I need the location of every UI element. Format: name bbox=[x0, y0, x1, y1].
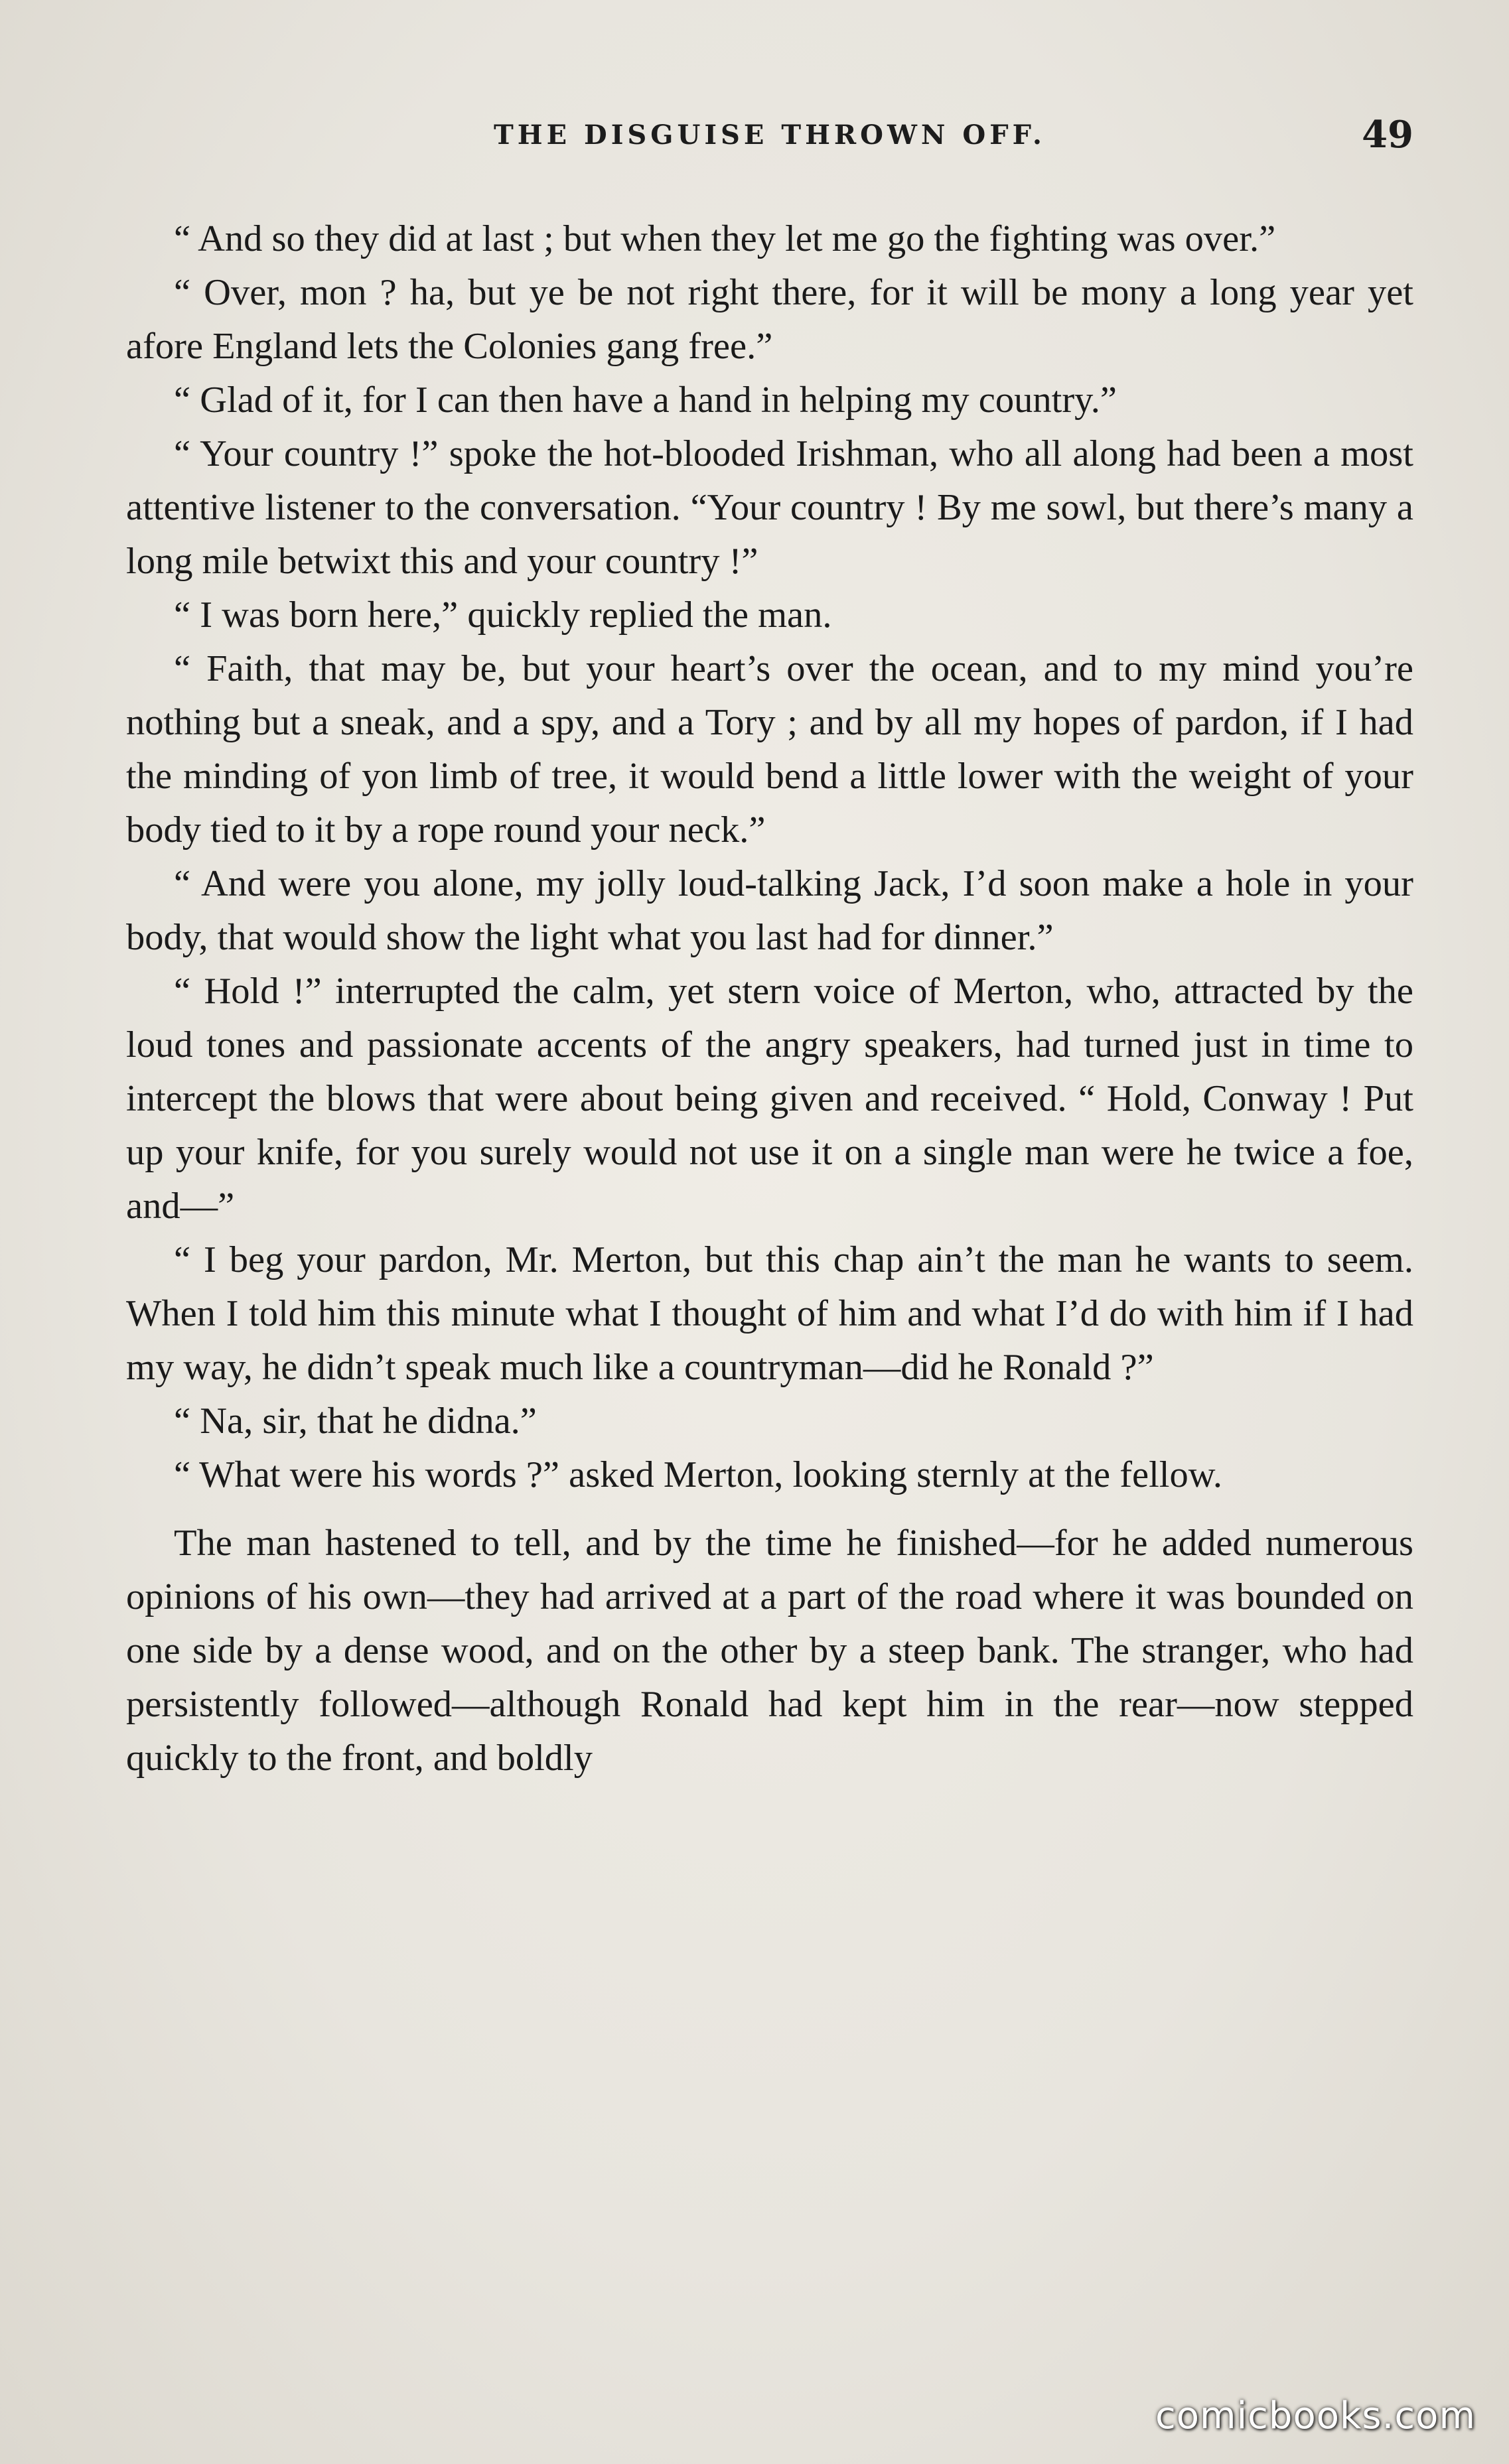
paragraph: “ Your country !” spoke the hot-blooded Irishman, who all along had been a most attentive listener to the conversation. “Your country ! By me sowl, but there’s many a long mile betwixt this and your country !” bbox=[126, 433, 1413, 582]
paragraph: The man hastened to tell, and by the time he finished—for he added numerous opinions of his own—they had arrived at a part of the road where it was bounded on one side by a dense wood, and on the other by a steep bank. The stranger, who had persistently followed—although Ronald had kept him in the rear—now stepped quickly to the front, and boldly bbox=[126, 1523, 1413, 1779]
body-text bbox=[126, 212, 1413, 1785]
paragraph: “ Over, mon ? ha, but ye be not right there, for it will be mony a long year yet afore England lets the Colonies gang free.” bbox=[126, 272, 1413, 367]
paragraph: “ Na, sir, that he didna.” bbox=[174, 1401, 537, 1442]
paragraph: “ And so they did at last ; but when they let me go the fighting was over.” bbox=[174, 218, 1276, 259]
running-head: THE DISGUISE THROWN OFF. bbox=[494, 119, 1046, 151]
paragraph: “ What were his words ?” asked Merton, looking sternly at the fellow. bbox=[174, 1454, 1222, 1495]
paragraph: “ Faith, that may be, but your heart’s over the ocean, and to my mind you’re nothing but a sneak, and a spy, and a Tory ; and by all my hopes of pardon, if I had the minding of yon limb of tree, it would bend a little lower with the weight of your body tied to it by a rope round your neck.” bbox=[126, 648, 1413, 851]
paragraph: “ I beg your pardon, Mr. Merton, but this chap ain’t the man he wants to seem. When I told him this minute what I thought of him and what I’d do with him if I had my way, he didn’t speak much like a countryman—did he Ronald ?” bbox=[126, 1239, 1413, 1388]
watermark: comicbooks.com bbox=[1155, 2394, 1476, 2437]
paragraph: “ And were you alone, my jolly loud-talking Jack, I’d soon make a hole in your body, that would show the light what you last had for dinner.” bbox=[126, 863, 1413, 958]
page-header bbox=[126, 113, 1413, 159]
paragraph: “ Glad of it, for I can then have a hand in helping my country.” bbox=[174, 379, 1117, 421]
paragraph: “ I was born here,” quickly replied the man. bbox=[174, 594, 832, 636]
paragraph: “ Hold !” interrupted the calm, yet stern voice of Merton, who, attracted by the loud tones and passionate accents of the angry speakers, had turned just in time to intercept the blows that were about being given and received. “ Hold, Conway ! Put up your knife, for you surely would not use it on a single man were he twice a foe, and—” bbox=[126, 971, 1413, 1227]
page-number: 49 bbox=[1362, 113, 1413, 157]
